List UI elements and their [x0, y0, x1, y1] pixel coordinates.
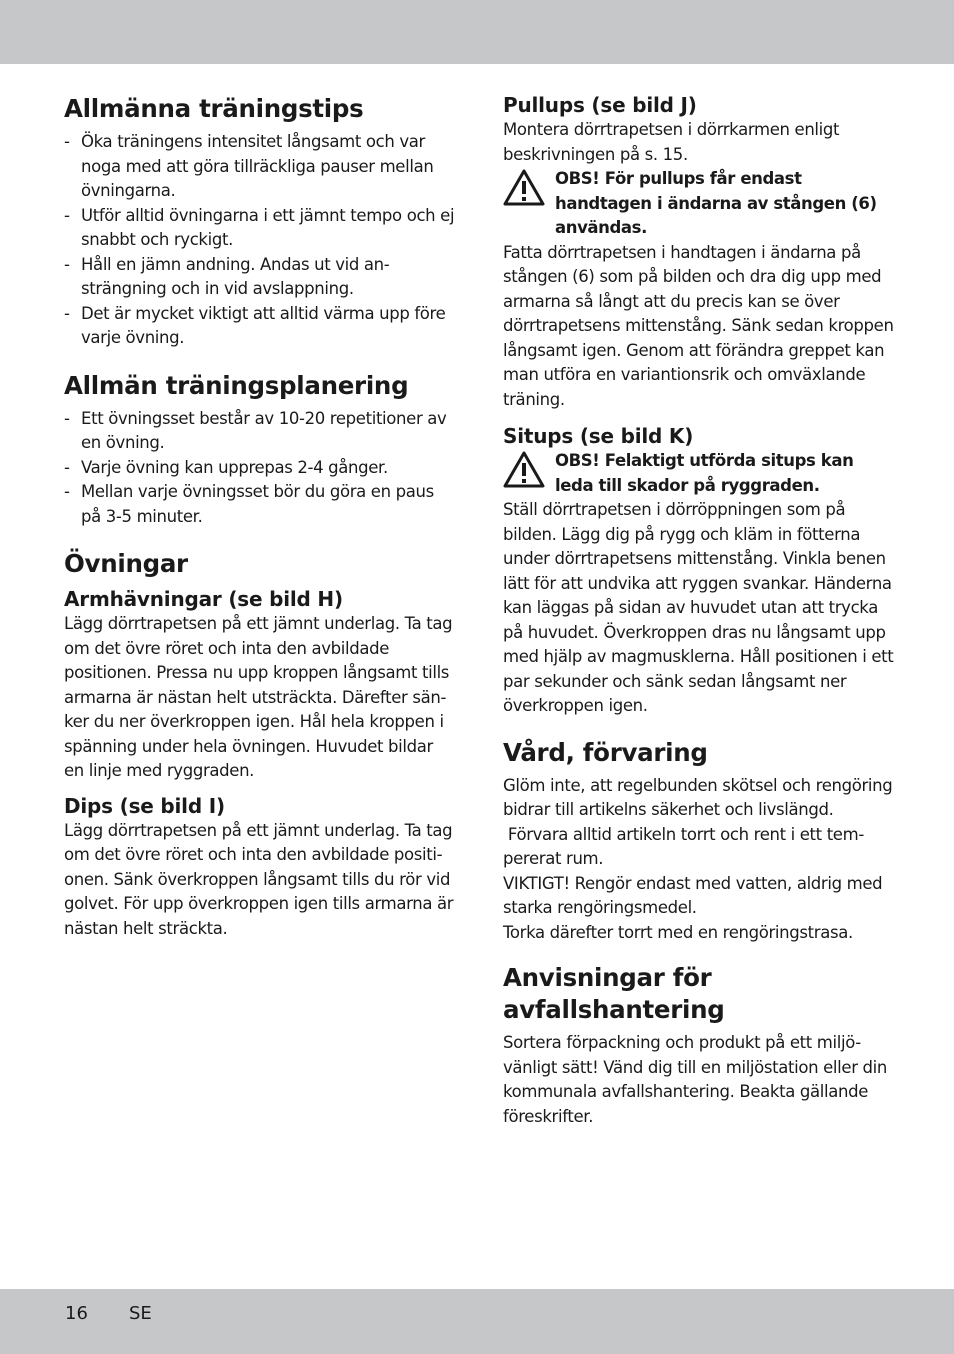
list-item: - Öka träningens intensitet långsamt och var noga med att göra tillräckliga pauser mellan övningarna.	[64, 130, 456, 204]
warning-icon	[503, 451, 545, 488]
list-item: - Håll en jämn andning. Andas ut vid an-strängning och in vid avslappning.	[64, 253, 456, 302]
section-exercises	[64, 548, 456, 941]
list-item: - Ett övningsset består av 10-20 repetitioner av en övning.	[64, 407, 456, 456]
header-bar	[0, 0, 954, 64]
dips-text: Lägg dörrtrapetsen på ett jämnt underlag. Ta tag om det övre röret och inta den avbildade positi-onen. Sänk överkroppen långsamt tills du rör vid golvet. För upp överkroppen igen tills armarna är nästan helt sträckta.	[64, 820, 454, 938]
page-number: 16	[65, 1303, 88, 1324]
warning-icon	[503, 169, 545, 206]
list-item: - Varje övning kan upprepas 2-4 gånger.	[64, 456, 456, 481]
situps-text: Ställ dörrtrapetsen i dörröppningen som på bilden. Lägg dig på rygg och kläm in fötterna under dörrtrapetsens mittenstång. Vinkla benen lätt för att undvika att ryggen svankar. Händerna kan läggas på sidan av huvudet utan att trycka på huvudet. Överkroppen dras nu långsamt upp med hjälp av magmusklerna. Håll positionen i ett par sekunder och sänk sedan långsamt ner överkroppen igen.	[503, 500, 894, 715]
care-line: Förvara alltid artikeln torrt och rent i ett tem-pererat rum.	[503, 824, 864, 868]
list-item: - Mellan varje övningsset bör du göra en paus på 3-5 minuter.	[64, 480, 456, 529]
heading-exercises: Övningar	[64, 549, 188, 578]
pullups-text: Fatta dörrtrapetsen i handtagen i ändarna på stången (6) som på bilden och dra dig upp med armarna så långt att du precis kan se över dörrtrapetsens mittenstång. Sänk sedan kroppen långsamt igen. Genom att förändra greppet kan man utföra en variantionsrik och omväxlande träning.	[503, 242, 894, 409]
heading-disposal: Anvisningar för avfallshantering	[503, 963, 725, 1024]
right-column	[503, 88, 895, 1129]
warning-text: OBS! Felaktigt utförda situps kan leda till skador på ryggraden.	[555, 451, 854, 495]
section-training-tips	[64, 93, 456, 351]
training-planning-list	[64, 407, 456, 530]
disposal-text: Sortera förpackning och produkt på ett miljö-vänligt sätt! Vänd dig till en miljöstation eller din kommunala avfallshantering. Beakta gällande föreskrifter.	[503, 1033, 888, 1126]
language-code: SE	[129, 1303, 152, 1324]
care-line: Torka därefter torrt med en rengöringstrasa.	[503, 922, 853, 942]
warning-text: OBS! För pullups får endast handtagen i ändarna av stången (6) användas.	[555, 169, 877, 237]
list-item: - Utför alltid övningarna i ett jämnt tempo och ej snabbt och ryckigt.	[64, 204, 456, 253]
list-item: - Det är mycket viktigt att alltid värma upp före varje övning.	[64, 302, 456, 351]
heading-pushups: Armhävningar (se bild H)	[64, 587, 343, 611]
care-line: VIKTIGT! Rengör endast med vatten, aldrig med starka rengöringsmedel.	[503, 873, 883, 917]
pullups-intro: Montera dörrtrapetsen i dörrkarmen enligt beskrivningen på s. 15.	[503, 120, 840, 164]
section-situps	[503, 423, 895, 719]
heading-pullups: Pullups (se bild J)	[503, 93, 697, 117]
heading-care-storage: Vård, förvaring	[503, 737, 708, 767]
section-training-planning	[64, 370, 456, 530]
heading-training-planning: Allmän träningsplanering	[64, 370, 409, 400]
care-line: Glöm inte, att regelbunden skötsel och rengöring bidrar till artikelns säkerhet och livslängd.	[503, 775, 893, 819]
section-pullups	[503, 92, 895, 412]
left-column	[64, 88, 456, 941]
heading-dips: Dips (se bild I)	[64, 793, 225, 818]
pushups-text: Lägg dörrtrapetsen på ett jämnt underlag. Ta tag om det övre röret och inta den avbildade positionen. Pressa nu upp kroppen långsamt tills armarna är nästan helt utsträckta. Därefter sän-ker du ner överkroppen igen. Hål hela kroppen i spänning under hela övningen. Huvudet bildar en linje med ryggraden.	[64, 614, 453, 780]
heading-training-tips: Allmänna träningstips	[64, 94, 364, 123]
situps-warning	[503, 449, 895, 498]
section-disposal	[503, 962, 895, 1129]
training-tips-list	[64, 130, 456, 351]
pullups-warning	[503, 167, 895, 241]
heading-situps: Situps (se bild K)	[503, 424, 694, 448]
section-care-storage	[503, 737, 895, 946]
